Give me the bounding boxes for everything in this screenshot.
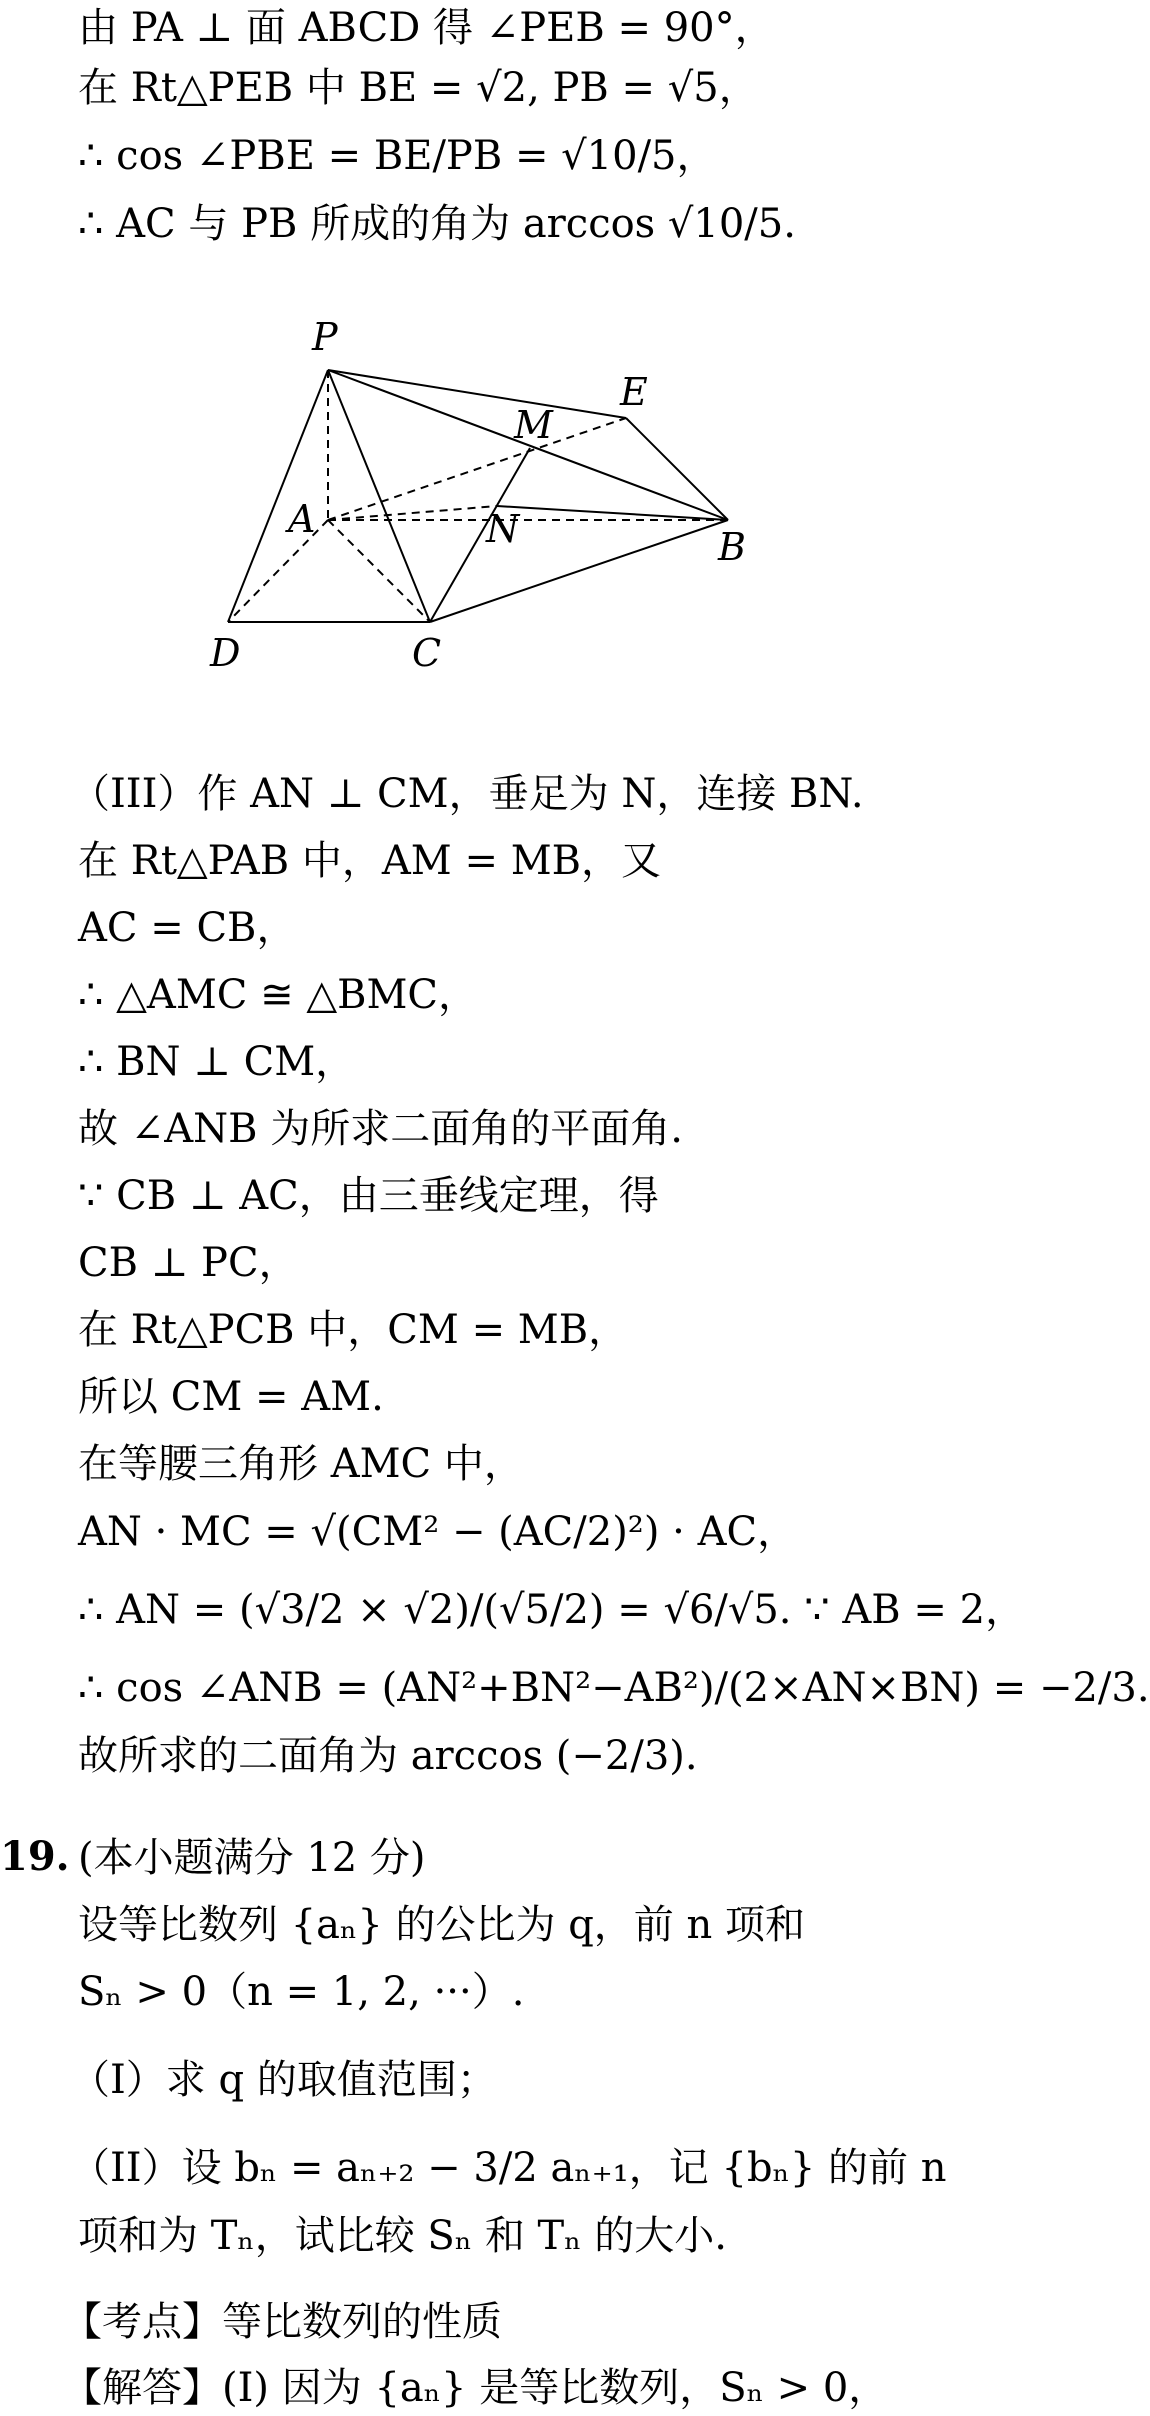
line-text: ∴ cos ∠PBE = BE/PB = √10/5， [78, 133, 717, 179]
line-text: CB ⊥ PC， [78, 1240, 299, 1286]
text-line [78, 196, 796, 252]
text-line [78, 1897, 805, 1953]
line-text: 在 Rt△PEB 中 BE = √2, PB = √5， [78, 65, 759, 111]
text-line [78, 2208, 727, 2264]
line-text: AN · MC = √(CM² − (AC/2)²) · AC， [78, 1509, 798, 1555]
line-text: ∴ BN ⊥ CM， [78, 1039, 356, 1085]
line-text: 故 ∠ANB 为所求二面角的平面角. [78, 1106, 683, 1152]
text-line [78, 1235, 299, 1291]
text-line [78, 1369, 384, 1425]
label-D: D [210, 631, 241, 675]
line-text: 所以 CM = AM. [78, 1374, 384, 1420]
line-text: ∴ △AMC ≅ △BMC， [78, 972, 479, 1018]
line-text: ∴ AN = (√3/2 × √2)/(√5/2) = √6/√5. ∵ AB = 2， [78, 1587, 1026, 1633]
text-line [70, 2052, 497, 2108]
label-C: C [412, 631, 442, 675]
text-line [78, 1582, 1025, 1638]
label-E: E [620, 370, 648, 414]
edge-NB [497, 506, 728, 520]
line-text: 【解答】(I) 因为 {aₙ} 是等比数列，Sₙ > 0， [62, 2365, 889, 2411]
text-line [78, 128, 717, 184]
text-line [78, 1101, 683, 1157]
line-text: Sₙ > 0（n = 1, 2, ···）. [78, 1969, 525, 2015]
text-line [78, 900, 296, 956]
text-line [70, 766, 864, 822]
line-text: ∴ cos ∠ANB = (AN²+BN²−AB²)/(2×AN×BN) = −2/3. [78, 1665, 1150, 1711]
label-B: B [718, 525, 746, 569]
edge-PC [328, 370, 430, 622]
line-text: (本小题满分 12 分) [78, 1835, 426, 1881]
text-line [62, 2294, 502, 2350]
line-text: （II）设 bₙ = aₙ₊₂ − 3/2 aₙ₊₁，记 {bₙ} 的前 n [70, 2145, 947, 2191]
label-M: M [514, 403, 553, 447]
line-text: 由 PA ⊥ 面 ABCD 得 ∠PEB = 90°， [78, 5, 775, 51]
text-line [62, 2360, 888, 2416]
line-text: AC = CB， [78, 905, 297, 951]
text-line [78, 1302, 628, 1358]
text-line [70, 2140, 947, 2196]
edge-AC [328, 520, 430, 622]
text-line [78, 1168, 659, 1224]
label-A: A [288, 497, 316, 541]
text-line [78, 967, 478, 1023]
text-line [78, 1504, 797, 1560]
line-text: ∵ CB ⊥ AC，由三垂线定理，得 [78, 1173, 659, 1219]
text-line [78, 833, 661, 889]
text-line [78, 1034, 355, 1090]
text-line [78, 0, 775, 56]
line-text: 项和为 Tₙ，试比较 Sₙ 和 Tₙ 的大小. [78, 2213, 727, 2259]
text-line [78, 1436, 524, 1492]
label-N: N [486, 507, 520, 551]
label-P: P [312, 315, 338, 359]
geometry-figure [180, 310, 780, 710]
line-text: 【考点】等比数列的性质 [62, 2299, 502, 2345]
line-text: 故所求的二面角为 arccos (−2/3). [78, 1733, 698, 1779]
edge-EB [626, 418, 728, 520]
edge-CB [430, 520, 728, 622]
edge-AE [328, 418, 626, 520]
edge-PD [228, 370, 328, 622]
line-text: （I）求 q 的取值范围； [70, 2057, 497, 2103]
line-text: （III）作 AN ⊥ CM，垂足为 N，连接 BN. [70, 771, 864, 817]
line-text: 在 Rt△PAB 中，AM = MB，又 [78, 838, 662, 884]
text-line [78, 60, 759, 116]
edge-PE [328, 370, 626, 418]
text-line [78, 1964, 524, 2020]
line-text: 设等比数列 {aₙ} 的公比为 q，前 n 项和 [78, 1902, 805, 1948]
text-line [78, 1830, 426, 1886]
line-text: 在等腰三角形 AMC 中， [78, 1441, 524, 1487]
line-text: 在 Rt△PCB 中，CM = MB， [78, 1307, 629, 1353]
line-text: ∴ AC 与 PB 所成的角为 arccos √10/5. [78, 201, 796, 247]
text-line [78, 1728, 698, 1784]
text-line [78, 1660, 1150, 1716]
edge-AN [328, 506, 497, 520]
problem-number: 19. [0, 1833, 70, 1880]
